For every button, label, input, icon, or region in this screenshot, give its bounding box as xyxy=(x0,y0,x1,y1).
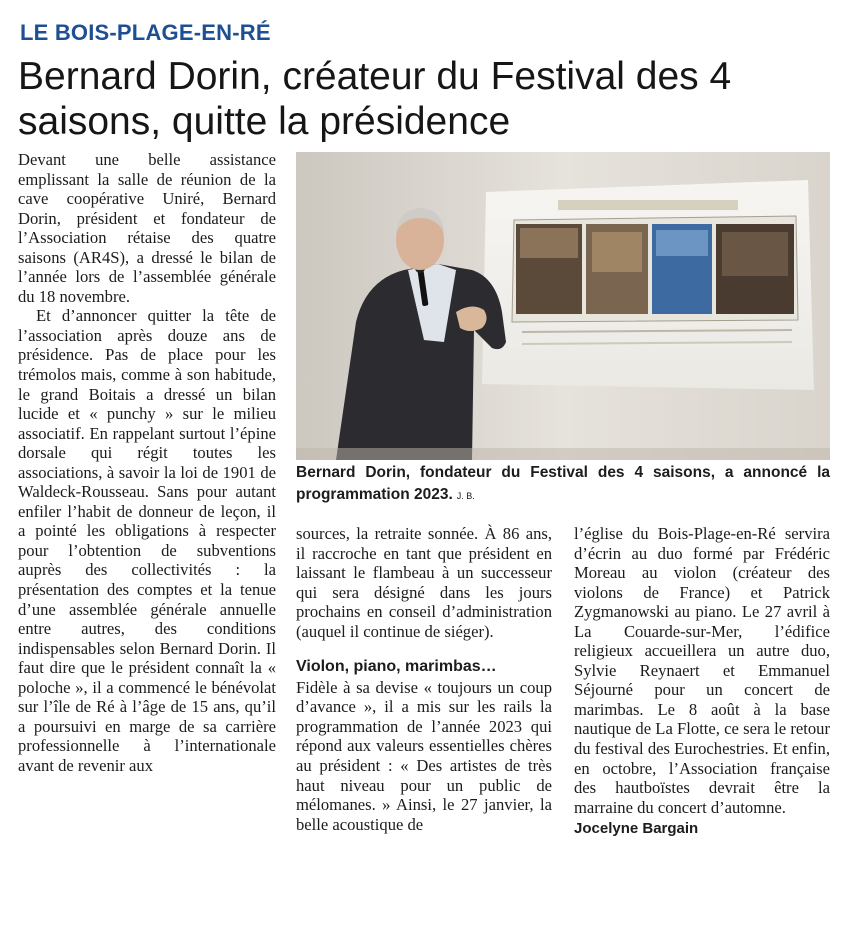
photo-caption xyxy=(296,462,830,507)
photo-credit: J. B. xyxy=(456,491,475,501)
subheading: Violon, piano, marimbas… xyxy=(296,658,497,676)
caption-text: Bernard Dorin, fondateur du Festival des 4 saisons, a annoncé la programmation 2023. xyxy=(296,464,830,503)
paragraph-announcement: Et d’annoncer quitter la tête de l’association après douze ans de présidence. Pas de place pour les trémolos mais, comme à son habitude, le grand Boitais a dressé un bilan lucide et « punchy » sur le milieu associatif. En rappelant surtout l’épine dorsale qui régit toutes les associations, à savoir la loi de 1901 de Waldeck-Rousseau. Sans pour autant enfiler l’habit de donneur de leçon, il a pointé les obligations à respecter pour l’obtention de subventions auprès des collectivités : la présentation des comptes et la tenue d’une assemblée générale annuelle entre autres, des conditions indispensables selon Bernard Dorin. Il faut dire que le président connaît la « poloche », il a commencé le bénévolat sur l’île de Ré à l’âge de 15 ans, qu’il a poursuivi en marge de sa carrière professionnelle à l’internationale avant de revenir aux xyxy=(18,306,276,775)
paragraph-retirement: sources, la retraite sonnée. À 86 ans, il raccroche en tant que président en laissant le flambeau à un successeur qui sera désigné dans les jours prochains en conseil d’administration (auquel il continue de siéger). xyxy=(296,524,552,641)
byline: Jocelyne Bargain xyxy=(574,820,699,838)
paragraph-intro: Devant une belle assistance emplissant la salle de réunion de la cave coopérative Uniré, Bernard Dorin, président et fondateur de l’Association rétaise des quatre saisons (AR4S), a dressé le bilan de l’année lors de l’assemblée générale du 18 novembre. xyxy=(18,150,276,306)
column-3 xyxy=(574,524,830,839)
article-photo xyxy=(296,152,830,460)
photo-speaker-projection xyxy=(296,152,830,460)
column-2 xyxy=(296,524,552,834)
kicker-location: LE BOIS-PLAGE-EN-RÉ xyxy=(20,20,271,45)
paragraph-concerts: l’église du Bois-Plage-en-Ré servira d’écrin au duo formé par Frédéric Moreau au violon (créateur des violons de France) et Patrick Zygmanowski au piano. Le 27 avril à La Couarde-sur-Mer, l’édifice religieux accueillera un autre duo, Sylvie Reynaert et Emmanuel Séjourné pour un concert de marimbas. Le 8 août à la base nautique de La Flotte, ce sera le retour du festival des Eurochestries. Et enfin, en octobre, l’Association française des hautboïstes devrait être la marraine du concert d’automne. xyxy=(574,524,830,817)
headline: Bernard Dorin, créateur du Festival des 4 saisons, quitte la présidence xyxy=(18,55,732,143)
column-1 xyxy=(18,150,276,776)
paragraph-programme: Fidèle à sa devise « toujours un coup d’avance », il a mis sur les rails la programmation de l’année 2023 qui répond aux valeurs essentielles chères au président : « Des artistes de très haut niveau pour un public de mélomanes. » Ainsi, le 27 janvier, la belle acoustique de xyxy=(296,677,552,834)
